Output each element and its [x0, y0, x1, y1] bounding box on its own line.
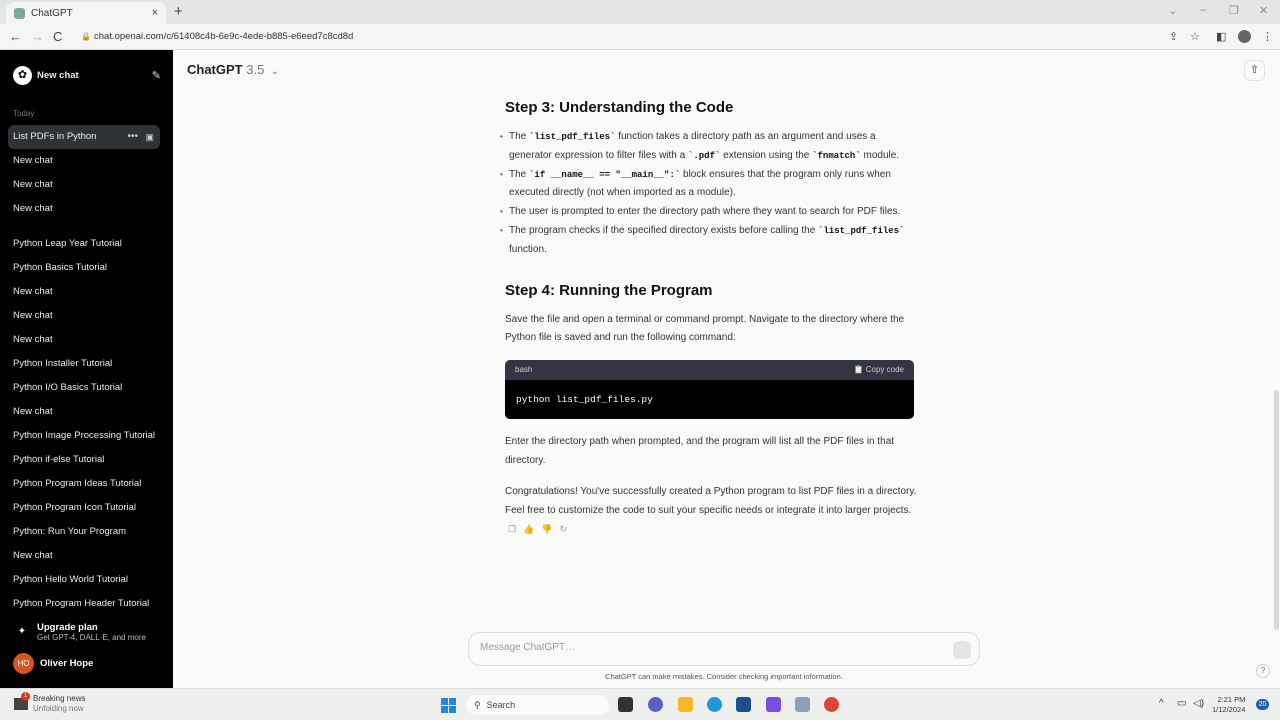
step3-heading: Step 3: Understanding the Code — [505, 99, 734, 116]
model-version: 3.5 — [246, 62, 265, 77]
sidebar-item-label: New chat — [13, 203, 53, 214]
thumbs-down-icon[interactable]: 👎 — [541, 524, 553, 535]
tab-search-chevron-icon[interactable]: ⌄ — [1168, 5, 1178, 17]
browser-tab-bar — [0, 0, 1280, 24]
bullet-item — [505, 203, 917, 222]
thumbs-up-icon[interactable]: 👍 — [523, 524, 535, 535]
sidebar-item-label: Python Installer Tutorial — [13, 358, 113, 369]
network-icon[interactable]: ▭ — [1177, 698, 1187, 709]
sidebar-item-label: Python I/O Basics Tutorial — [13, 382, 123, 393]
scrollbar[interactable] — [1274, 390, 1279, 630]
sidebar-item-list-pdfs[interactable] — [8, 125, 160, 149]
sidebar — [0, 50, 173, 688]
sidebar-item[interactable] — [8, 352, 160, 376]
bullet-item — [505, 166, 917, 204]
sidebar-item-label: Python Basics Tutorial — [13, 262, 107, 273]
sidebar-item-label: Python Program Header Tutorial — [13, 598, 150, 609]
news-title: Breaking news — [33, 694, 86, 703]
sidebar-item[interactable] — [8, 400, 160, 424]
profile-avatar-icon[interactable] — [1238, 30, 1251, 43]
edge-icon[interactable] — [707, 697, 722, 712]
store-icon[interactable] — [736, 697, 751, 712]
address-bar-row — [0, 24, 1280, 50]
step4-intro: Save the file and open a terminal or command prompt. Navigate to the directory where the Python file is saved and run the following command: — [505, 313, 905, 344]
section-today: Today — [13, 109, 35, 118]
message-composer — [468, 632, 980, 666]
chrome-icon[interactable] — [824, 697, 839, 712]
sidebar-item[interactable] — [8, 376, 160, 400]
search-icon: ⚲ — [474, 700, 481, 710]
share-page-icon[interactable]: ⇪ — [1169, 31, 1179, 43]
user-menu-button[interactable] — [13, 653, 93, 674]
bullet-text: extension using the — [720, 149, 813, 161]
user-avatar: HO — [13, 653, 34, 674]
lock-icon: 🔒 — [81, 32, 91, 41]
bullet-text: The — [509, 168, 530, 180]
sidebar-item-label: New chat — [13, 286, 53, 297]
sidebar-item[interactable] — [8, 304, 160, 328]
file-explorer-icon[interactable] — [678, 697, 693, 712]
sidebar-item-label: List PDFs in Python — [13, 131, 97, 142]
news-subtitle: Unfolding now — [33, 704, 84, 713]
inline-code: `if __name__ == "__main__":` — [529, 169, 681, 180]
news-icon — [14, 693, 28, 710]
inline-code: `fnmatch` — [812, 150, 861, 161]
meet-icon[interactable] — [648, 697, 663, 712]
user-name: Oliver Hope — [40, 658, 94, 669]
inline-code: `list_pdf_files` — [529, 132, 616, 142]
sidebar-item-label: New chat — [13, 406, 53, 417]
tab-close-icon[interactable]: × — [151, 7, 158, 19]
message-input[interactable] — [480, 642, 940, 653]
reload-button[interactable]: C — [53, 29, 63, 44]
url-text: chat.openai.com/c/61408c4b-6e9c-4ede-b885-e6eed7c8cd8d — [94, 31, 354, 42]
code-block-header — [505, 360, 914, 380]
volume-icon[interactable]: ◁) — [1193, 698, 1205, 709]
more-options-icon[interactable]: ••• — [127, 131, 138, 142]
bullet-item — [505, 222, 917, 260]
bullet-text: function takes a directory path as an argument and uses a generator expression to filter files with a — [509, 131, 876, 161]
clipboard-icon: 📋 — [853, 365, 864, 375]
sidebar-item-label: Python: Run Your Program — [13, 526, 127, 537]
regenerate-icon[interactable]: ↻ — [559, 524, 568, 535]
sidebar-item[interactable] — [8, 173, 160, 197]
sidebar-item[interactable] — [8, 544, 160, 568]
copy-code-label: Copy code — [865, 365, 904, 375]
bullet-text: The user is prompted to enter the directory path where they want to search for PDF files. — [509, 206, 901, 218]
section-gap — [8, 221, 160, 232]
model-selector[interactable] — [187, 62, 279, 77]
copy-icon[interactable]: ❐ — [508, 524, 517, 535]
tab-chatgpt[interactable] — [6, 2, 166, 24]
arrow-up-icon: ↑ — [959, 644, 965, 655]
notification-badge[interactable]: 20 — [1256, 699, 1269, 710]
tab-title: ChatGPT — [31, 7, 73, 19]
bullet-text: The program checks if the specified directory exists before calling the — [509, 224, 819, 236]
help-button[interactable]: ? — [1256, 664, 1270, 678]
upgrade-title: Upgrade plan — [37, 622, 98, 633]
step3-bullet-list — [505, 128, 917, 260]
disclaimer-text: ChatGPT can make mistakes. Consider checking important information. — [605, 672, 843, 681]
copy-code-button[interactable] — [854, 360, 904, 380]
inline-code: `list_pdf_files` — [818, 225, 905, 236]
browser-menu-icon[interactable]: ⋮ — [1262, 31, 1273, 43]
clock-date: 1/12/2024 — [1212, 705, 1246, 714]
bullet-text: block ensures that the program only runs when executed directly (not when imported as a module). — [509, 168, 891, 199]
bookmark-star-icon[interactable]: ☆ — [1190, 31, 1200, 43]
code-block — [505, 360, 914, 419]
news-widget[interactable] — [14, 694, 85, 714]
code-content: python list_pdf_files.py — [505, 380, 914, 419]
sidebar-item-label: New chat — [13, 334, 53, 345]
send-button[interactable] — [953, 641, 971, 659]
chat-history-list — [8, 125, 160, 616]
step4-heading: Step 4: Running the Program — [505, 281, 713, 299]
control-panel-icon[interactable] — [795, 697, 810, 712]
search-label: Search — [486, 700, 516, 710]
sidebar-item[interactable] — [8, 592, 160, 616]
sidebar-item-label: Python Hello World Tutorial — [13, 574, 128, 585]
sidebar-item[interactable] — [8, 520, 160, 544]
model-name: ChatGPT — [187, 62, 243, 77]
news-badge: 1 — [21, 692, 30, 701]
edit-icon[interactable]: ✎ — [151, 69, 161, 82]
bullet-text: The — [509, 131, 530, 142]
sidebar-item-label: Python Program Icon Tutorial — [13, 502, 137, 513]
side-panel-icon[interactable]: ◧ — [1216, 31, 1227, 43]
sidebar-item[interactable] — [8, 256, 160, 280]
taskbar-search[interactable] — [466, 695, 609, 715]
tray-chevron-icon[interactable]: ^ — [1159, 698, 1164, 709]
system-clock[interactable] — [1212, 695, 1245, 715]
window-close-button[interactable]: ✕ — [1259, 5, 1269, 17]
sidebar-item[interactable] — [8, 472, 160, 496]
vpn-icon[interactable] — [766, 697, 781, 712]
sidebar-item-label: Python Leap Year Tutorial — [13, 238, 122, 249]
closing-text: Congratulations! You've successfully created a Python program to list PDF files in a directory. Feel free to customize the code to suit your specific needs or integrate it into larger projects. — [505, 485, 917, 516]
sidebar-item-label: New chat — [13, 155, 53, 166]
new-chat-label: New chat — [37, 69, 79, 81]
sidebar-item-label: New chat — [13, 179, 53, 190]
archive-icon[interactable]: ▣ — [145, 132, 154, 142]
sidebar-item-label: Python Image Processing Tutorial — [13, 430, 156, 441]
chevron-down-icon: ⌄ — [270, 66, 279, 76]
back-button[interactable]: ← — [9, 29, 22, 44]
message-actions — [505, 524, 917, 535]
upgrade-plan-button[interactable] — [13, 622, 146, 642]
sidebar-item-label: New chat — [13, 310, 53, 321]
sidebar-item[interactable] — [8, 568, 160, 592]
inline-code: `.pdf` — [687, 150, 721, 161]
upgrade-subtitle: Get GPT-4, DALL·E, and more — [37, 633, 146, 642]
sidebar-item-label: Python Program Ideas Tutorial — [13, 478, 142, 489]
code-language: bash — [515, 365, 533, 375]
url-field[interactable] — [72, 27, 1182, 47]
assistant-message — [505, 94, 917, 535]
sidebar-item[interactable] — [8, 197, 160, 221]
chatgpt-favicon-icon — [14, 8, 25, 19]
sidebar-item-label: Python if-else Tutorial — [13, 454, 105, 465]
windows-start-icon[interactable] — [441, 698, 456, 713]
after-code-text: Enter the directory path when prompted, and the program will list all the PDF files in that directory. — [505, 436, 895, 466]
sidebar-item-label: New chat — [13, 550, 53, 561]
forward-button[interactable]: → — [31, 29, 44, 44]
share-chat-button[interactable] — [1244, 60, 1265, 81]
sparkle-icon: ✦ — [17, 626, 27, 637]
minimize-button[interactable]: – — [1200, 4, 1207, 16]
sidebar-item[interactable] — [8, 448, 160, 472]
clock-time: 2:21 PM — [1217, 695, 1246, 704]
sidebar-item[interactable] — [8, 328, 160, 352]
windows-taskbar — [0, 688, 1280, 720]
main-chat-area — [173, 50, 1280, 688]
sidebar-item[interactable] — [8, 424, 160, 448]
bullet-text: module. — [860, 149, 900, 161]
new-tab-button[interactable]: + — [174, 3, 183, 20]
sidebar-item[interactable] — [8, 149, 160, 173]
sidebar-item[interactable] — [8, 280, 160, 304]
bullet-text: function. — [509, 243, 547, 255]
sidebar-item[interactable] — [8, 496, 160, 520]
new-chat-button[interactable] — [13, 65, 161, 85]
share-icon: ⇧ — [1249, 64, 1260, 76]
bullet-item — [505, 128, 917, 166]
sidebar-item[interactable] — [8, 232, 160, 256]
task-view-icon[interactable] — [618, 697, 633, 712]
openai-logo-icon: ✿ — [13, 66, 32, 85]
restore-button[interactable]: ❐ — [1229, 5, 1239, 17]
